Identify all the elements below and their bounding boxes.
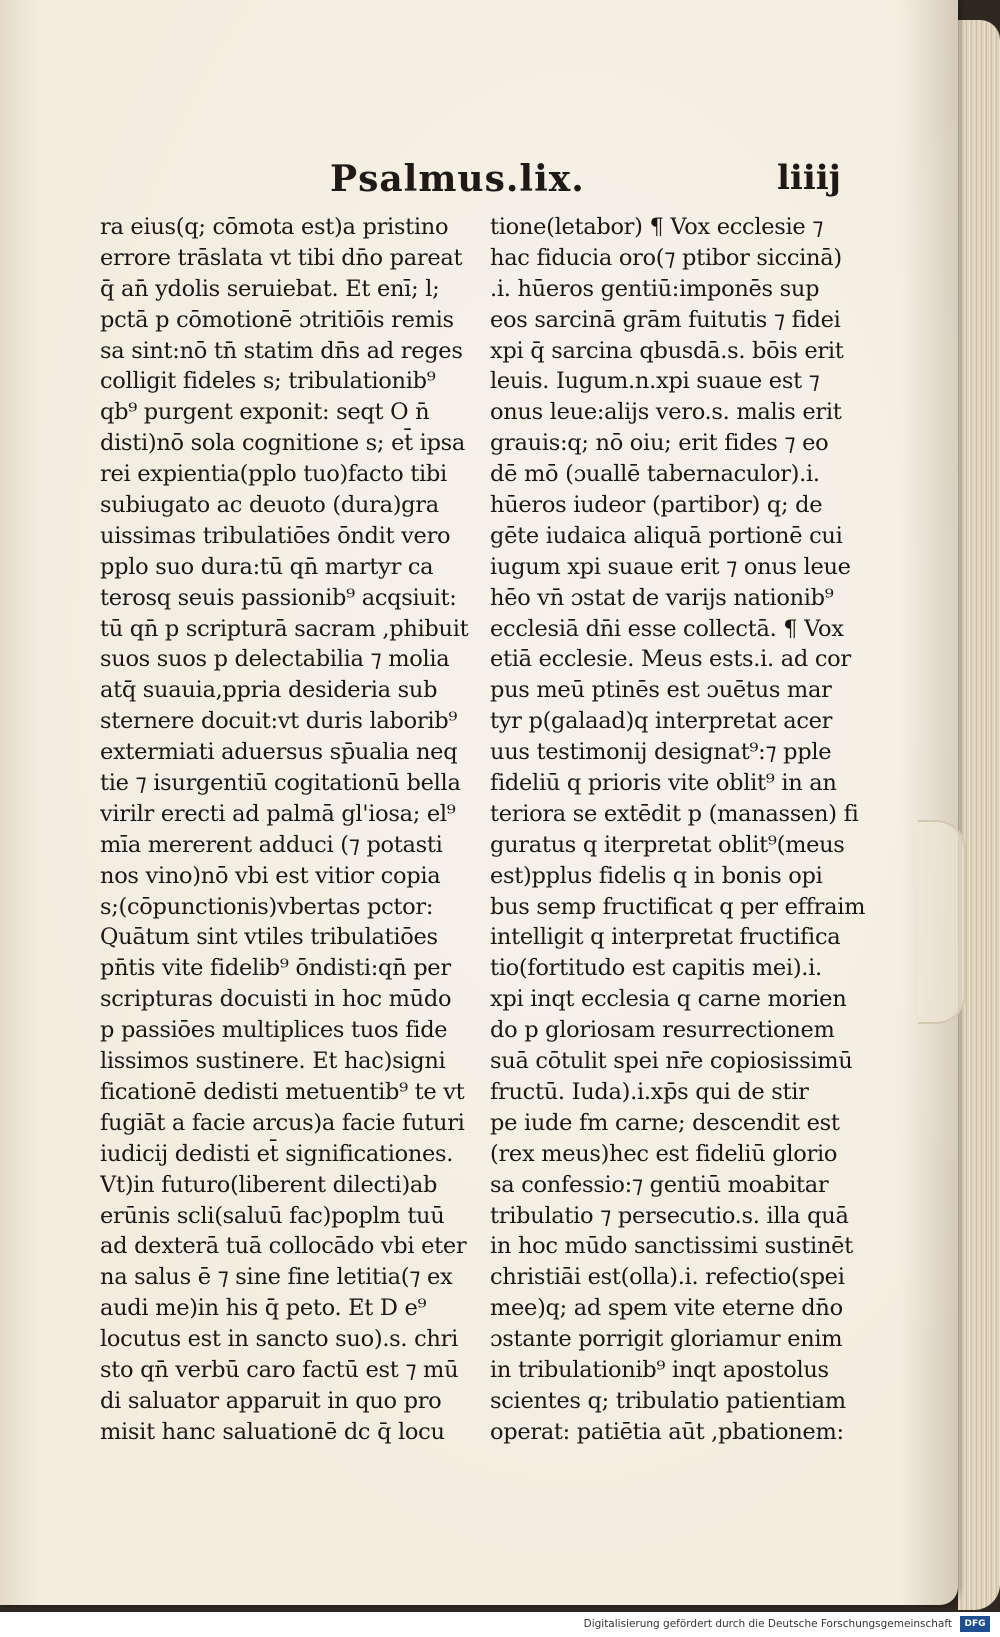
text-line: uus testimonij designat⁹:⁊ pple	[490, 739, 832, 766]
text-line: eos sarcinā grām fuitutis ⁊ fidei	[490, 306, 841, 333]
text-line: extermiati aduersus sp̄ualia neq	[100, 739, 458, 766]
text-line: erūnis scli(saluū fac)poplm tuū	[100, 1202, 445, 1229]
text-line: pplo suo dura:tū qn̄ martyr ca	[100, 553, 434, 580]
text-line: tyr p(galaad)q interpretat acer	[490, 708, 833, 735]
text-line: onus leue:alijs vero.s. malis erit	[490, 399, 842, 426]
text-line: na salus ē ⁊ sine fine letitia(⁊ ex	[100, 1264, 453, 1291]
text-line: in tribulationib⁹ inqt apostolus	[490, 1356, 829, 1383]
text-line: sa sint:nō tn̄ statim dn̄s ad reges	[100, 337, 463, 364]
text-line: est)pplus fidelis q in bonis opi	[490, 862, 823, 889]
text-line: Vt)in futuro(liberent dilecti)ab	[100, 1171, 438, 1198]
text-line: guratus q iterpretat oblit⁹(meus	[490, 831, 845, 858]
text-line: hūeros iudeor (partibor) q; de	[490, 492, 823, 519]
text-line: iugum xpi suaue erit ⁊ onus leue	[490, 553, 851, 580]
text-line: lissimos sustinere. Et hac)signi	[100, 1048, 446, 1075]
text-line: do p gloriosam resurrectionem	[490, 1017, 835, 1044]
text-line: pn̄tis vite fidelib⁹ ōndisti:qn̄ per	[100, 955, 451, 982]
text-line: fructū. Iuda).i.xp̄s qui de stir	[490, 1078, 809, 1105]
text-line: ra eius(q; cōmota est)a pristino	[100, 214, 449, 240]
text-line: tione(letabor) ¶ Vox ecclesie ⁊	[490, 214, 824, 240]
text-line: terosq seuis passionib⁹ acqsiuit:	[100, 584, 457, 611]
text-line: christiāi est(olla).i. refectio(spei	[490, 1264, 845, 1291]
text-line: subiugato ac deuoto (dura)gra	[100, 492, 439, 519]
text-line: hēo vn̄ ɔstat de varijs nationib⁹	[490, 584, 834, 611]
text-line: teriora se extēdit p (manassen) fi	[490, 800, 859, 827]
left-text-column	[100, 212, 478, 1448]
text-line: uissimas tribulatiōes ōndit vero	[100, 522, 451, 549]
text-line: .i. hūeros gentiū:imponēs sup	[490, 275, 820, 302]
text-line: operat: patiētia aūt ,pbationem:	[490, 1418, 844, 1445]
page-edge-stack	[958, 20, 1000, 1610]
text-line: errore trāslata vt tibi dn̄o pareat	[100, 244, 463, 271]
text-line: audi me)in his q̄ peto. Et D e⁹	[100, 1295, 427, 1322]
text-line: tū qn̄ p scripturā sacram ,phibuit	[100, 615, 469, 642]
dfg-logo: DFG	[960, 1616, 990, 1632]
text-line: virilr erecti ad palmā gl'iosa; el⁹	[100, 800, 456, 827]
funding-credit: Digitalisierung gefördert durch die Deutsche Forschungsgemeinschaft	[583, 1618, 952, 1630]
thumb-tab	[918, 820, 966, 1024]
text-line: p passiōes multiplices tuos fide	[100, 1017, 448, 1044]
text-line: etiā ecclesie. Meus ests.i. ad cor	[490, 646, 851, 673]
text-line: fugiāt a facie arcus)a facie futuri	[100, 1109, 465, 1136]
text-line: (rex meus)hec est fideliū glorio	[490, 1140, 838, 1167]
text-line: leuis. Iugum.n.xpi suaue est ⁊	[490, 368, 820, 395]
text-line: sa confessio:⁊ gentiū moabitar	[490, 1171, 829, 1198]
text-line: suos suos p delectabilia ⁊ molia	[100, 646, 450, 673]
text-line: atq̄ suauia,ppria desideria sub	[100, 677, 438, 704]
text-line: in hoc mūdo sanctissimi sustinēt	[490, 1233, 853, 1260]
text-line: xpi q̄ sarcina qbusdā.s. bōis erit	[490, 337, 844, 364]
text-line: ficationē dedisti metuentib⁹ te vt	[100, 1078, 465, 1105]
text-line: pctā p cōmotionē ɔtritiōis remis	[100, 306, 454, 333]
text-line: suā cōtulit spei nr̄e copiosissimū	[490, 1048, 853, 1075]
text-line: iudicij dedisti et̄ significationes.	[100, 1140, 454, 1167]
text-line: colligit fideles s; tribulationib⁹	[100, 368, 436, 395]
text-line: pe iude fm carne; descendit est	[490, 1109, 840, 1136]
text-line: qb⁹ purgent exponit: seqt O n̄	[100, 399, 430, 426]
text-line: mee)q; ad spem vite eterne dn̄o	[490, 1295, 843, 1322]
text-line: rei expientia(pplo tuo)facto tibi	[100, 461, 447, 488]
text-line: mīa mererent adduci (⁊ potasti	[100, 831, 443, 858]
text-line: sternere docuit:vt duris laborib⁹	[100, 708, 458, 735]
text-line: sto qn̄ verbū caro factū est ⁊ mū	[100, 1356, 459, 1383]
text-line: grauis:q; nō oiu; erit fides ⁊ eo	[490, 430, 829, 457]
text-line: hac fiducia oro(⁊ ptibor siccinā)	[490, 244, 842, 271]
text-line: tribulatio ⁊ persecutio.s. illa quā	[490, 1202, 849, 1229]
text-line: ad dexterā tuā collocādo vbi eter	[100, 1233, 467, 1260]
text-line: nos vino)nō vbi est vitior copia	[100, 862, 441, 889]
right-text-column	[490, 212, 895, 1448]
text-line: bus semp fructificat q per effraim	[490, 893, 866, 920]
text-line: Quātum sint vtiles tribulatiōes	[100, 924, 438, 951]
text-line: pus meū ptinēs est ɔuētus mar	[490, 677, 832, 704]
text-line: gēte iudaica aliquā portionē cui	[490, 522, 843, 549]
text-line: tie ⁊ isurgentiū cogitationū bella	[100, 770, 461, 797]
footer-bar	[0, 1612, 1000, 1637]
text-line: scientes q; tribulatio patientiam	[490, 1387, 846, 1414]
text-line: scripturas docuisti in hoc mūdo	[100, 986, 452, 1013]
text-line: disti)nō sola cognitione s; et̄ ipsa	[100, 430, 466, 457]
text-line: fideliū q prioris vite oblit⁹ in an	[490, 770, 837, 797]
text-line: misit hanc saluationē dc q̄ locu	[100, 1418, 445, 1445]
page-header	[0, 158, 958, 208]
text-line: ecclesiā dn̄i esse collectā. ¶ Vox	[490, 615, 844, 642]
text-line: intelligit q interpretat fructifica	[490, 924, 841, 951]
text-line: ɔstante porrigit gloriamur enim	[490, 1326, 843, 1353]
folio-number: liiij	[777, 158, 841, 198]
text-line: dē mō (ɔuallē tabernaculor).i.	[490, 461, 820, 488]
text-line: q̄ an̄ ydolis seruiebat. Et enī; l;	[100, 275, 440, 302]
text-line: xpi inqt ecclesia q carne morien	[490, 986, 847, 1013]
text-line: tio(fortitudo est capitis mei).i.	[490, 955, 822, 982]
text-line: di saluator apparuit in quo pro	[100, 1387, 442, 1414]
text-line: locutus est in sancto suo).s. chri	[100, 1326, 458, 1353]
running-title: Psalmus.lix.	[330, 158, 585, 200]
text-line: s;(cōpunctionis)vbertas pctor:	[100, 893, 434, 920]
